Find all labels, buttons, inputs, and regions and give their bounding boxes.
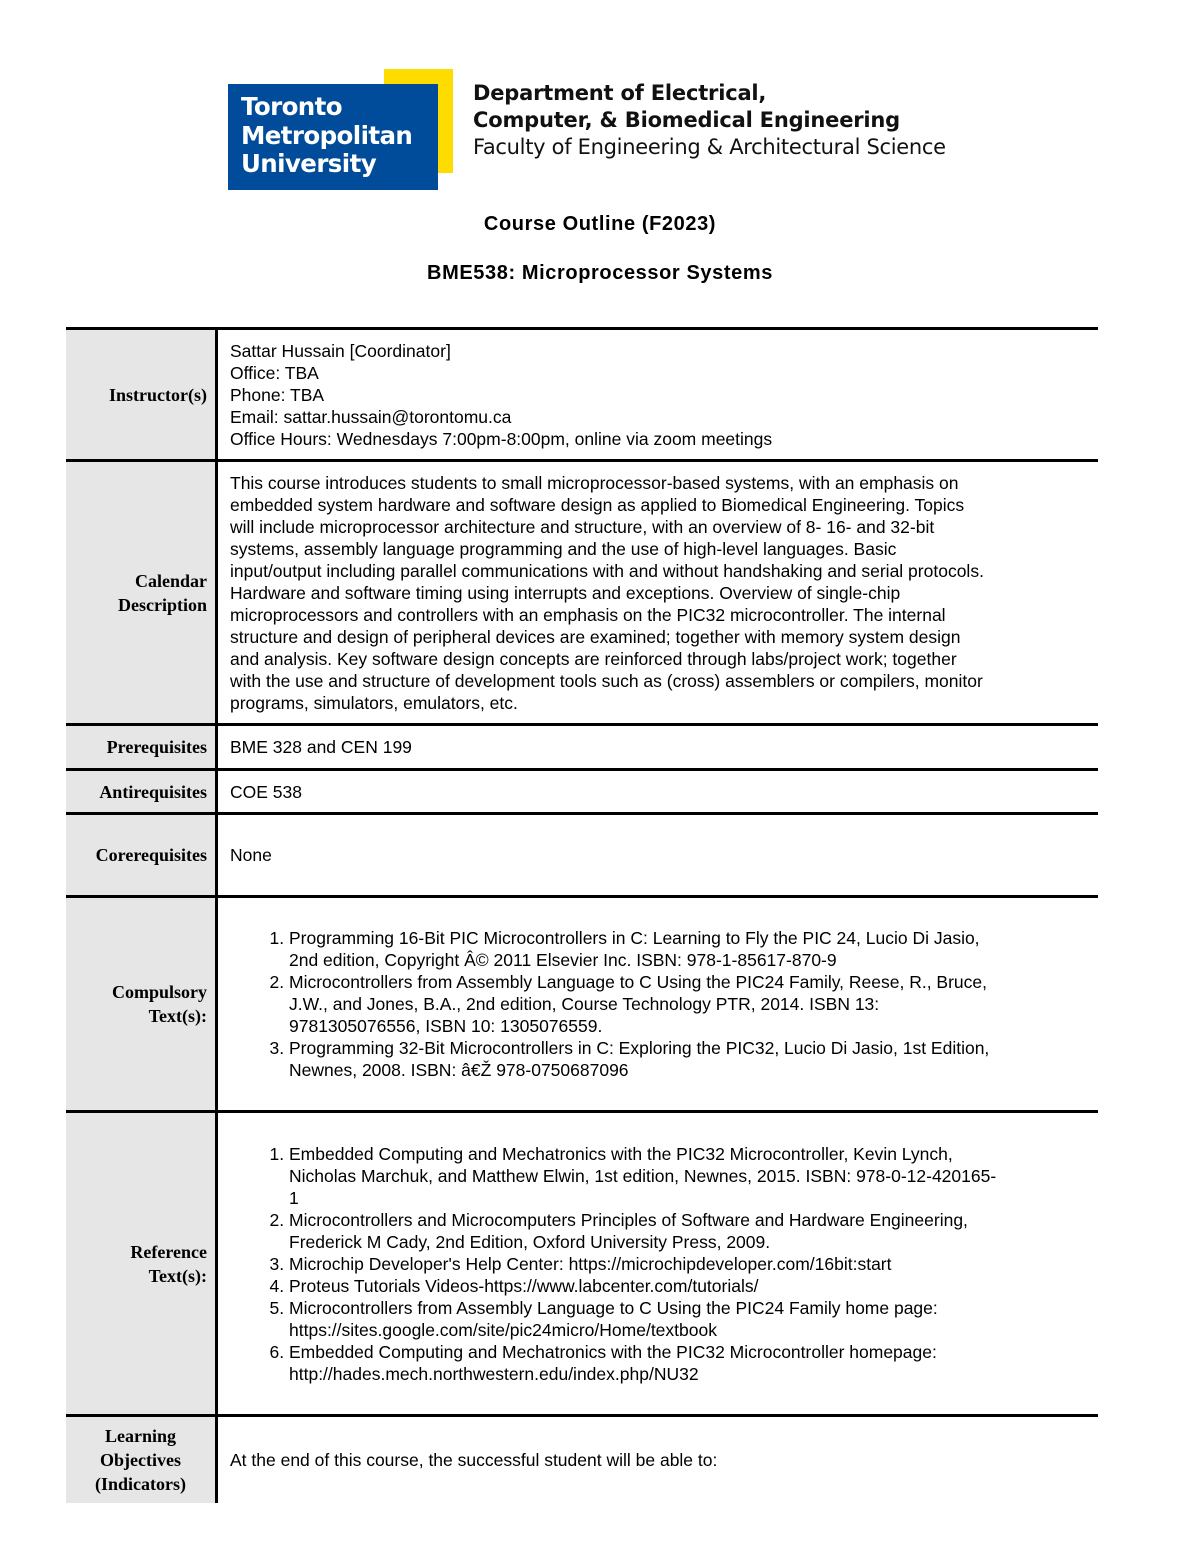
- compulsory-label-line-1: Compulsory: [111, 982, 207, 1002]
- item-line: 5. Microcontrollers from Assembly Language to C Using the PIC24 Family home page:: [289, 1297, 938, 1318]
- item-line: 6. Embedded Computing and Mechatronics with the PIC32 Microcontroller homepage:: [289, 1341, 937, 1362]
- description-line: programs, simulators, emulators, etc.: [230, 692, 518, 713]
- compulsory-label-line-2: Text(s):: [148, 1006, 207, 1026]
- logo-line-1: Toronto: [241, 92, 342, 121]
- reference-label-line-2: Text(s):: [148, 1265, 207, 1286]
- department-block: [473, 80, 946, 161]
- prerequisites-row: [66, 723, 1098, 768]
- list-item: [289, 1143, 1084, 1209]
- faculty-line: Faculty of Engineering & Architectural Science: [473, 135, 946, 159]
- description-line: Hardware and software timing using interrupts and exceptions. Overview of single-chip: [230, 582, 901, 603]
- reference-label-line-1: Reference: [130, 1241, 207, 1262]
- item-line: 3. Programming 32-Bit Microcontrollers in C: Exploring the PIC32, Lucio Di Jasio, 1st Edition,: [289, 1038, 990, 1058]
- instructor-office-hours: Office Hours: Wednesdays 7:00pm-8:00pm, online via zoom meetings: [230, 428, 773, 449]
- compulsory-texts-list-wrap: [218, 898, 1098, 1110]
- list-item: [289, 1209, 1084, 1253]
- antirequisites-label: Antirequisites: [66, 771, 218, 812]
- item-line: 1: [289, 1187, 299, 1208]
- reference-texts-label: [66, 1113, 218, 1414]
- learning-label-line-2: Objectives: [100, 1450, 181, 1470]
- description-line: structure and design of peripheral devices are examined; together with memory system design: [230, 626, 961, 647]
- item-line: J.W., and Jones, B.A., 2nd edition, Course Technology PTR, 2014. ISBN 13:: [289, 994, 880, 1014]
- instructor-office: Office: TBA: [230, 362, 319, 383]
- item-line: https://sites.google.com/site/pic24micro/Home/textbook: [289, 1319, 717, 1340]
- instructors-row: [66, 327, 1098, 459]
- prerequisites-value: BME 328 and CEN 199: [230, 737, 412, 757]
- calendar-label-line-2: Description: [118, 594, 207, 615]
- list-item: [289, 1253, 1084, 1275]
- item-line: 2. Microcontrollers from Assembly Language to C Using the PIC24 Family, Reese, R., Bruce,: [289, 972, 988, 992]
- list-item: [289, 1341, 1084, 1385]
- description-line: embedded system hardware and software design as applied to Biomedical Engineering. Topics: [230, 494, 965, 515]
- item-line: Frederick M Cady, 2nd Edition, Oxford University Press, 2009.: [289, 1231, 771, 1252]
- prerequisites-label: Prerequisites: [66, 726, 218, 768]
- calendar-description-row: [66, 459, 1098, 723]
- reference-texts-list-wrap: [218, 1113, 1098, 1414]
- item-line: 2nd edition, Copyright Â© 2011 Elsevier Inc. ISBN: 978-1-85617-870-9: [289, 950, 837, 970]
- instructor-name: Sattar Hussain [Coordinator]: [230, 340, 451, 361]
- university-logo: [228, 84, 438, 190]
- item-line: Newnes, 2008. ISBN: â€Ž 978-0750687096: [289, 1060, 629, 1080]
- learning-objectives-row: [66, 1414, 1098, 1503]
- description-line: and analysis. Key software design concepts are reinforced through labs/project work; together: [230, 648, 957, 669]
- outline-title: Course Outline (F2023): [483, 213, 717, 235]
- list-item: [289, 927, 1084, 971]
- reference-texts-list: [230, 1143, 1084, 1385]
- antirequisites-value: COE 538: [230, 781, 302, 802]
- list-item: [289, 971, 1084, 1037]
- learning-objectives-value: At the end of this course, the successful student will be able to:: [230, 1450, 718, 1470]
- description-line: microprocessors and controllers with an emphasis on the PIC32 microcontroller. The internal: [230, 604, 946, 625]
- item-line: 4. Proteus Tutorials Videos-https://www.labcenter.com/tutorials/: [289, 1275, 759, 1296]
- calendar-description-text: [218, 462, 1098, 723]
- reference-texts-row: [66, 1110, 1098, 1414]
- description-line: with the use and structure of development tools such as (cross) assemblers or compilers, monitor: [230, 670, 983, 691]
- list-item: [289, 1297, 1084, 1341]
- logo-line-2: Metropolitan: [241, 120, 413, 150]
- item-line: 1. Embedded Computing and Mechatronics with the PIC32 Microcontroller, Kevin Lynch,: [289, 1143, 953, 1164]
- learning-objectives-label: [66, 1417, 218, 1503]
- department-line-1: Department of Electrical,: [473, 81, 767, 105]
- compulsory-texts-list: [230, 927, 1084, 1081]
- description-line: will include microprocessor architecture and structure, with an overview of 8- 16- and 32-bit: [230, 516, 935, 537]
- item-line: 1. Programming 16-Bit PIC Microcontrollers in C: Learning to Fly the PIC 24, Lucio Di Jasio,: [289, 928, 980, 948]
- instructors-label: Instructor(s): [66, 330, 218, 459]
- logo-line-3: University: [241, 149, 377, 178]
- item-line: 3. Microchip Developer's Help Center: https://microchipdeveloper.com/16bit:start: [289, 1253, 892, 1274]
- instructors-value: [218, 330, 1098, 459]
- corequisites-row: [66, 812, 1098, 895]
- corequisites-label: Corerequisites: [66, 815, 218, 895]
- item-line: 2. Microcontrollers and Microcomputers Principles of Software and Hardware Engineering,: [289, 1209, 968, 1230]
- compulsory-texts-label: [66, 898, 218, 1110]
- corequisites-value: None: [230, 845, 272, 865]
- course-title: BME538: Microprocessor Systems: [427, 262, 773, 284]
- calendar-label-line-1: Calendar: [135, 570, 207, 591]
- description-line: This course introduces students to small microprocessor-based systems, with an emphasis on: [230, 472, 959, 493]
- department-line-2: Computer, & Biomedical Engineering: [473, 108, 900, 132]
- instructor-phone: Phone: TBA: [230, 384, 325, 405]
- compulsory-texts-row: [66, 895, 1098, 1110]
- learning-label-line-1: Learning: [104, 1426, 176, 1446]
- description-line: systems, assembly language programming and the use of high-level languages. Basic: [230, 538, 897, 559]
- calendar-description-label: [66, 462, 218, 723]
- item-line: Nicholas Marchuk, and Matthew Elwin, 1st edition, Newnes, 2015. ISBN: 978-0-12-420165-: [289, 1165, 997, 1186]
- list-item: [289, 1275, 1084, 1297]
- item-line: http://hades.mech.northwestern.edu/index.php/NU32: [289, 1363, 699, 1384]
- antirequisites-row: [66, 768, 1098, 812]
- learning-label-line-3: (Indicators): [95, 1474, 186, 1494]
- list-item: [289, 1037, 1084, 1081]
- item-line: 9781305076556, ISBN 10: 1305076559.: [289, 1016, 603, 1036]
- course-outline-table: [66, 327, 1098, 1503]
- instructor-email: Email: sattar.hussain@torontomu.ca: [230, 406, 512, 427]
- description-line: input/output including parallel communications with and without handshaking and serial protocols.: [230, 560, 984, 581]
